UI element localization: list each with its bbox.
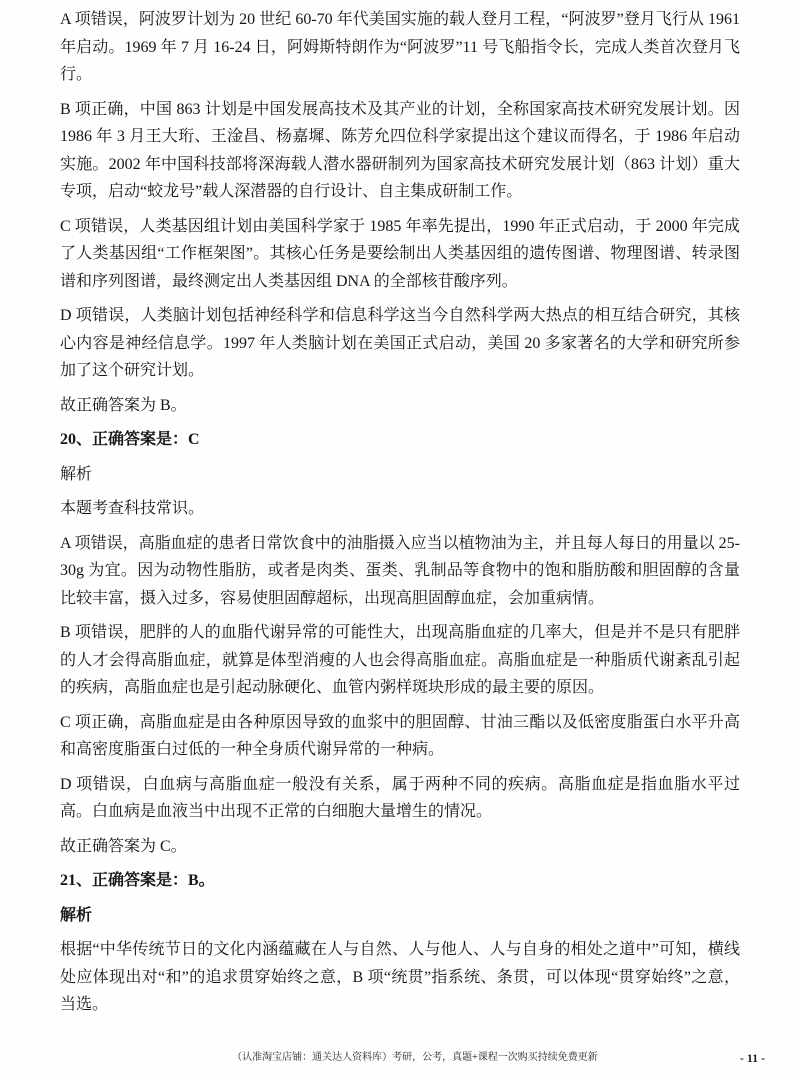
document-body — [60, 6, 740, 1026]
q21-answer-heading: 21、正确答案是：B。 — [60, 872, 215, 889]
q19-option-c-explanation: C 项错误，人类基因组计划由美国科学家于 1985 年率先提出，1990 年正式启动，于 2000 年完成了人类基因组“工作框架图”。其核心任务是要绘制出人类基因组的遗传图谱、物理图谱、转录图谱和序列图谱，最终测定出人类基因组 DNA 的全部核苷酸序列。 — [60, 217, 740, 290]
q21-analysis-text: 根据“中华传统节日的文化内涵蕴藏在人与自然、人与他人、人与自身的相处之道中”可知，横线处应体现出对“和”的追求贯穿始终之意，B 项“统贯”指系统、条贯，可以体现“贯穿始终”之意，当选。 — [60, 941, 740, 1013]
footer-note: （认准淘宝店铺：通关达人资料库）考研，公考，真题+课程一次购买持续免费更新 — [232, 1052, 598, 1063]
q19-option-a-explanation: A 项错误，阿波罗计划为 20 世纪 60-70 年代美国实施的载人登月工程，“阿波罗”登月飞行从 1961 年启动。1969 年 7 月 16-24 日，阿姆斯特朗作为“阿波罗”11 号飞船指令长，完成人类首次登月飞行。 — [60, 11, 740, 83]
q19-option-b-explanation: B 项正确，中国 863 计划是中国发展高技术及其产业的计划，全称国家高技术研究发展计划。因 1986 年 3 月王大珩、王淦昌、杨嘉墀、陈芳允四位科学家提出这个建议而得名，于 1986 年启动实施。2002 年中国科技部将深海载人潜水器研制列为国家高技术研究发展计划（863 计划）重大专项，启动“蛟龙号”载人深潜器的自行设计、自主集成研制工作。 — [60, 100, 740, 200]
q19-conclusion: 故正确答案为 B。 — [60, 396, 187, 414]
q21-analysis-label: 解析 — [60, 906, 93, 924]
q20-option-a-explanation: A 项错误，高脂血症的患者日常饮食中的油脂摄入应当以植物油为主，并且每人每日的用量以 25-30g 为宜。因为动物性脂肪，或者是肉类、蛋类、乳制品等食物中的饱和脂肪酸和胆固醇的含量比较丰富，摄入过多，容易使胆固醇超标，出现高胆固醇血症，会加重病情。 — [60, 534, 741, 607]
q20-answer-heading: 20、正确答案是：C — [60, 431, 200, 448]
q20-option-b-explanation: B 项错误，肥胖的人的血脂代谢异常的可能性大，出现高脂血症的几率大，但是并不是只有肥胖的人才会得高脂血症，就算是体型消瘦的人也会得高脂血症。高脂血症是一种脂质代谢紊乱引起的疾病，高脂血症也是引起动脉硬化、血管内粥样斑块形成的最主要的原因。 — [60, 624, 740, 696]
q20-option-c-explanation: C 项正确，高脂血症是由各种原因导致的血浆中的胆固醇、甘油三酯以及低密度脂蛋白水平升高和高密度脂蛋白过低的一种全身质代谢异常的一种病。 — [60, 713, 740, 758]
page-number: - 11 - — [739, 1051, 766, 1065]
q20-conclusion: 故正确答案为 C。 — [60, 837, 187, 855]
q20-analysis-label: 解析 — [60, 465, 93, 483]
q19-option-d-explanation: D 项错误，人类脑计划包括神经科学和信息科学这当今自然科学两大热点的相互结合研究，其核心内容是神经信息学。1997 年人类脑计划在美国正式启动，美国 20 多家著名的大学和研究所参加了这个研究计划。 — [60, 307, 740, 379]
q20-option-d-explanation: D 项错误，白血病与高脂血症一般没有关系，属于两种不同的疾病。高脂血症是指血脂水平过高。白血病是血液当中出现不正常的白细胞大量增生的情况。 — [60, 775, 740, 820]
q20-topic: 本题考查科技常识。 — [60, 500, 205, 517]
